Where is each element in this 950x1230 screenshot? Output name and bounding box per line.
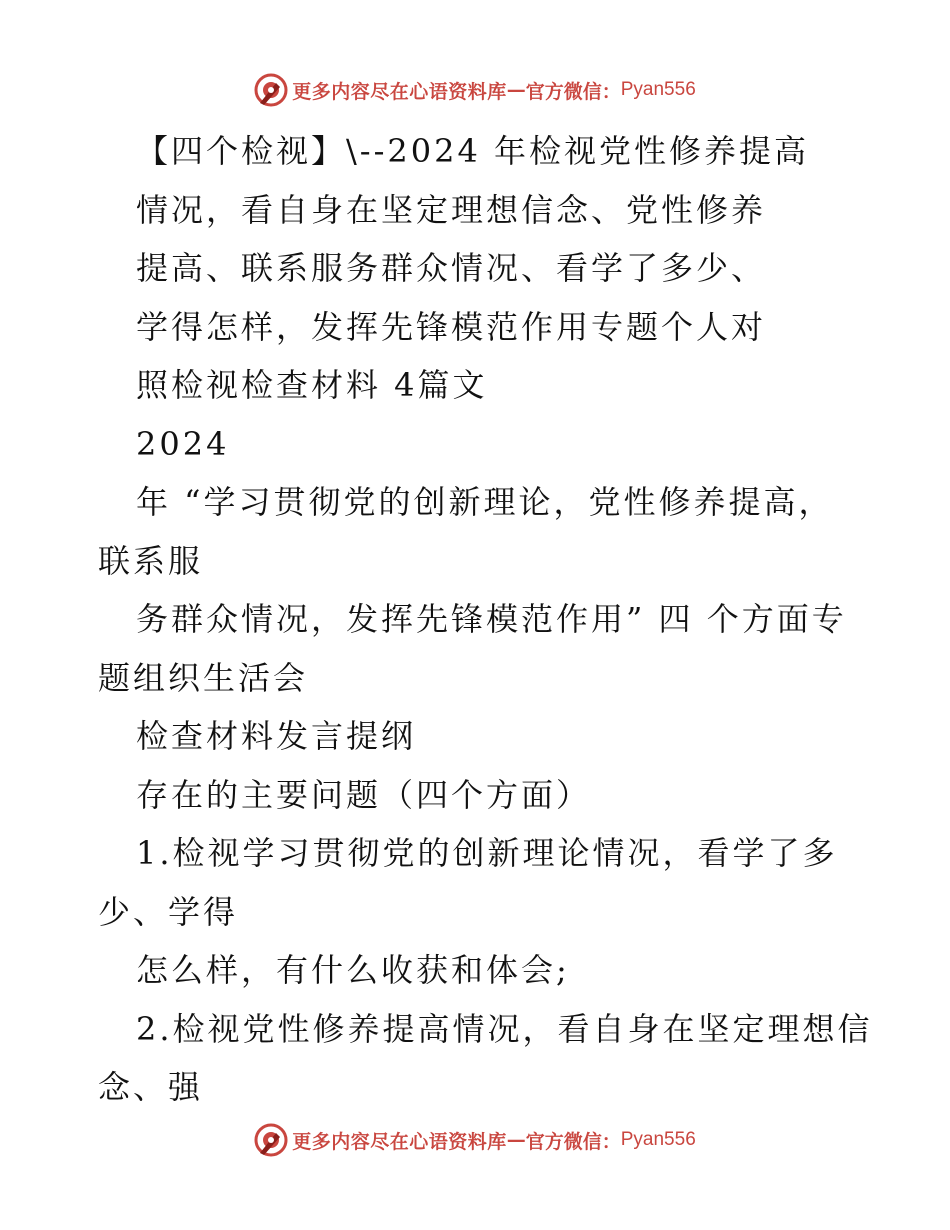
banner-text: 更多内容尽在心语资料库 (292, 1130, 507, 1153)
text-line: 题组织生活会 (98, 658, 309, 697)
text-line: 念、强 (98, 1068, 204, 1106)
text-line: 情况，看自身在坚定理想信念、党性修养 (136, 190, 767, 229)
text-line: 照检视检查材料 4篇文 (136, 366, 488, 404)
text-line: 怎么样，有什么收获和体会; (136, 951, 570, 989)
text-line: 年 “学习贯彻党的创新理论，党性修养提高， (136, 483, 834, 521)
banner-text: 更多内容尽在心语资料库 (292, 80, 507, 103)
banner-wechat-id: Pyan556 (620, 1129, 696, 1150)
text-line: 联系服 (98, 541, 204, 580)
banner-wechat-id: Pyan556 (620, 79, 696, 100)
text-line: 学得怎样，发挥先锋模范作用专题个人对 (136, 307, 767, 346)
header-banner (0, 70, 950, 110)
document-body (98, 122, 873, 1117)
banner-separator: — (506, 79, 526, 101)
pen-logo-icon (254, 1123, 288, 1157)
footer-banner (0, 1120, 950, 1160)
text-line: 存在的主要问题（四个方面） (136, 775, 592, 814)
text-line: 2.检视党性修养提高情况，看自身在坚定理想信 (136, 1009, 873, 1048)
text-line: 1.检视学习贯彻党的创新理论情况，看学了多 (136, 834, 838, 872)
pen-logo-icon (254, 73, 288, 107)
text-line: 2024 (136, 424, 230, 463)
banner-wechat-label: 官方微信： (525, 80, 621, 103)
text-line: 务群众情况，发挥先锋模范作用” 四 个方面专 (136, 600, 847, 638)
text-line: 提高、联系服务群众情况、看学了多少、 (136, 249, 767, 287)
text-line: 检查材料发言提纲 (136, 717, 417, 755)
banner-wechat-label: 官方微信： (525, 1130, 621, 1153)
text-line: 少、学得 (98, 892, 239, 931)
text-line: 【四个检视】\--2024 年检视党性修养提高 (136, 132, 810, 170)
banner-separator: — (506, 1129, 526, 1151)
